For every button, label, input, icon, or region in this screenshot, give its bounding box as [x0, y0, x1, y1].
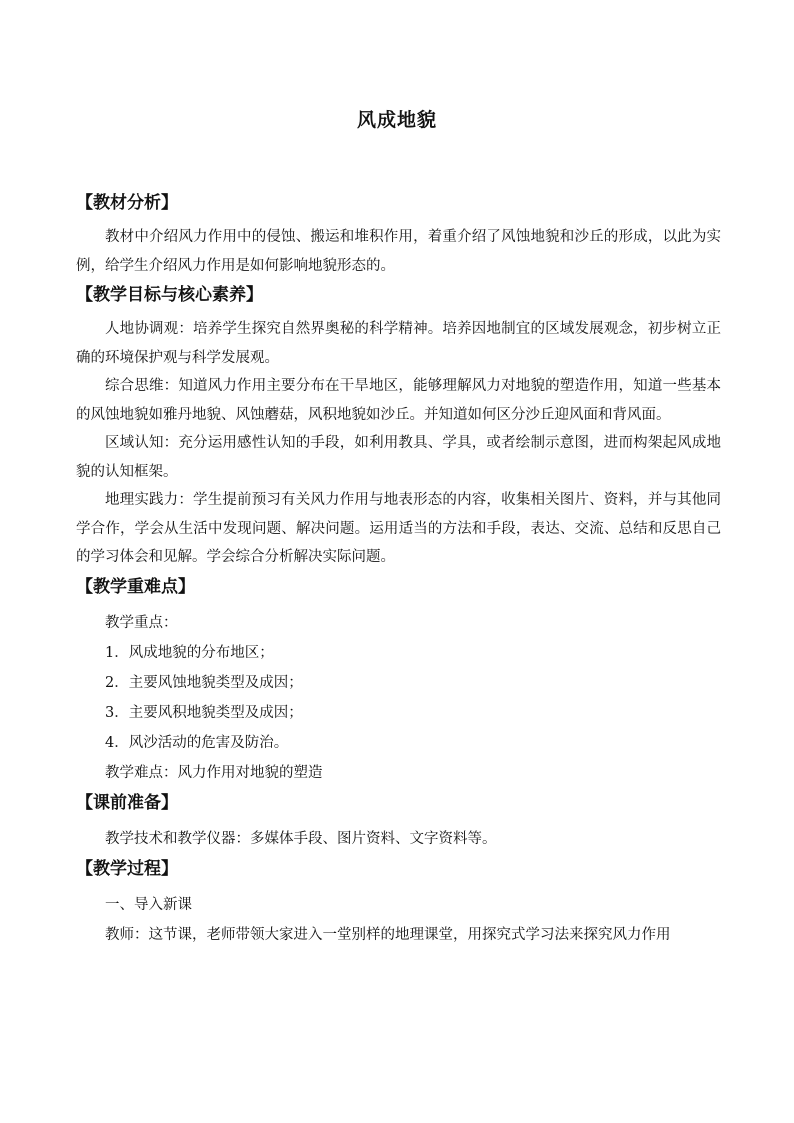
section-heading-prep: 【课前准备】 [76, 792, 178, 813]
goal-paragraph-3: 区域认知：充分运用感性认知的手段，如利用教具、学具，或者绘制示意图，进而构架起风成地貌的认知框架。 [76, 435, 721, 480]
list-item: 3．主要风积地貌类型及成因； [105, 704, 303, 721]
goal-paragraph-2: 综合思维：知道风力作用主要分布在干旱地区，能够理解风力对地貌的塑造作用，知道一些基本的风蚀地貌如雅丹地貌、风蚀蘑菇，风积地貌如沙丘。并知道如何区分沙丘迎风面和背风面。 [76, 378, 721, 423]
section-heading-analysis: 【教材分析】 [76, 193, 178, 213]
focus-label: 教学重点： [105, 614, 178, 631]
prep-paragraph: 教学技术和教学仪器：多媒体手段、图片资料、文字资料等。 [105, 830, 497, 847]
list-item: 1．风成地貌的分布地区； [105, 644, 274, 661]
page-title: 风成地貌 [356, 109, 437, 131]
document-body [76, 188, 721, 950]
section-heading-keypoints: 【教学重难点】 [76, 576, 195, 597]
process-step-1: 一、导入新课 [105, 896, 192, 913]
analysis-paragraph: 教材中介绍风力作用中的侵蚀、搬运和堆积作用，着重介绍了风蚀地貌和沙丘的形成，以此为实例，给学生介绍风力作用是如何影响地貌形态的。 [76, 229, 721, 274]
process-paragraph-1: 教师：这节课，老师带领大家进入一堂别样的地理课堂，用探究式学习法来探究风力作用 [105, 926, 671, 943]
list-item: 2．主要风蚀地貌类型及成因； [105, 674, 303, 691]
list-item: 4．风沙活动的危害及防治。 [105, 734, 289, 751]
goal-paragraph-4: 地理实践力：学生提前预习有关风力作用与地表形态的内容，收集相关图片、资料，并与其他同学合作，学会从生活中发现问题、解决问题。运用适当的方法和手段，表达、交流、总结和反思自己的学习体会和见解。学会综合分析解决实际问题。 [76, 492, 721, 565]
goal-paragraph-1: 人地协调观：培养学生探究自然界奥秘的科学精神。培养因地制宜的区域发展观念，初步树立正确的环境保护观与科学发展观。 [76, 321, 721, 366]
section-heading-process: 【教学过程】 [76, 858, 178, 879]
difficulty-line: 教学难点：风力作用对地貌的塑造 [105, 764, 323, 781]
section-heading-goals: 【教学目标与核心素养】 [76, 285, 263, 305]
